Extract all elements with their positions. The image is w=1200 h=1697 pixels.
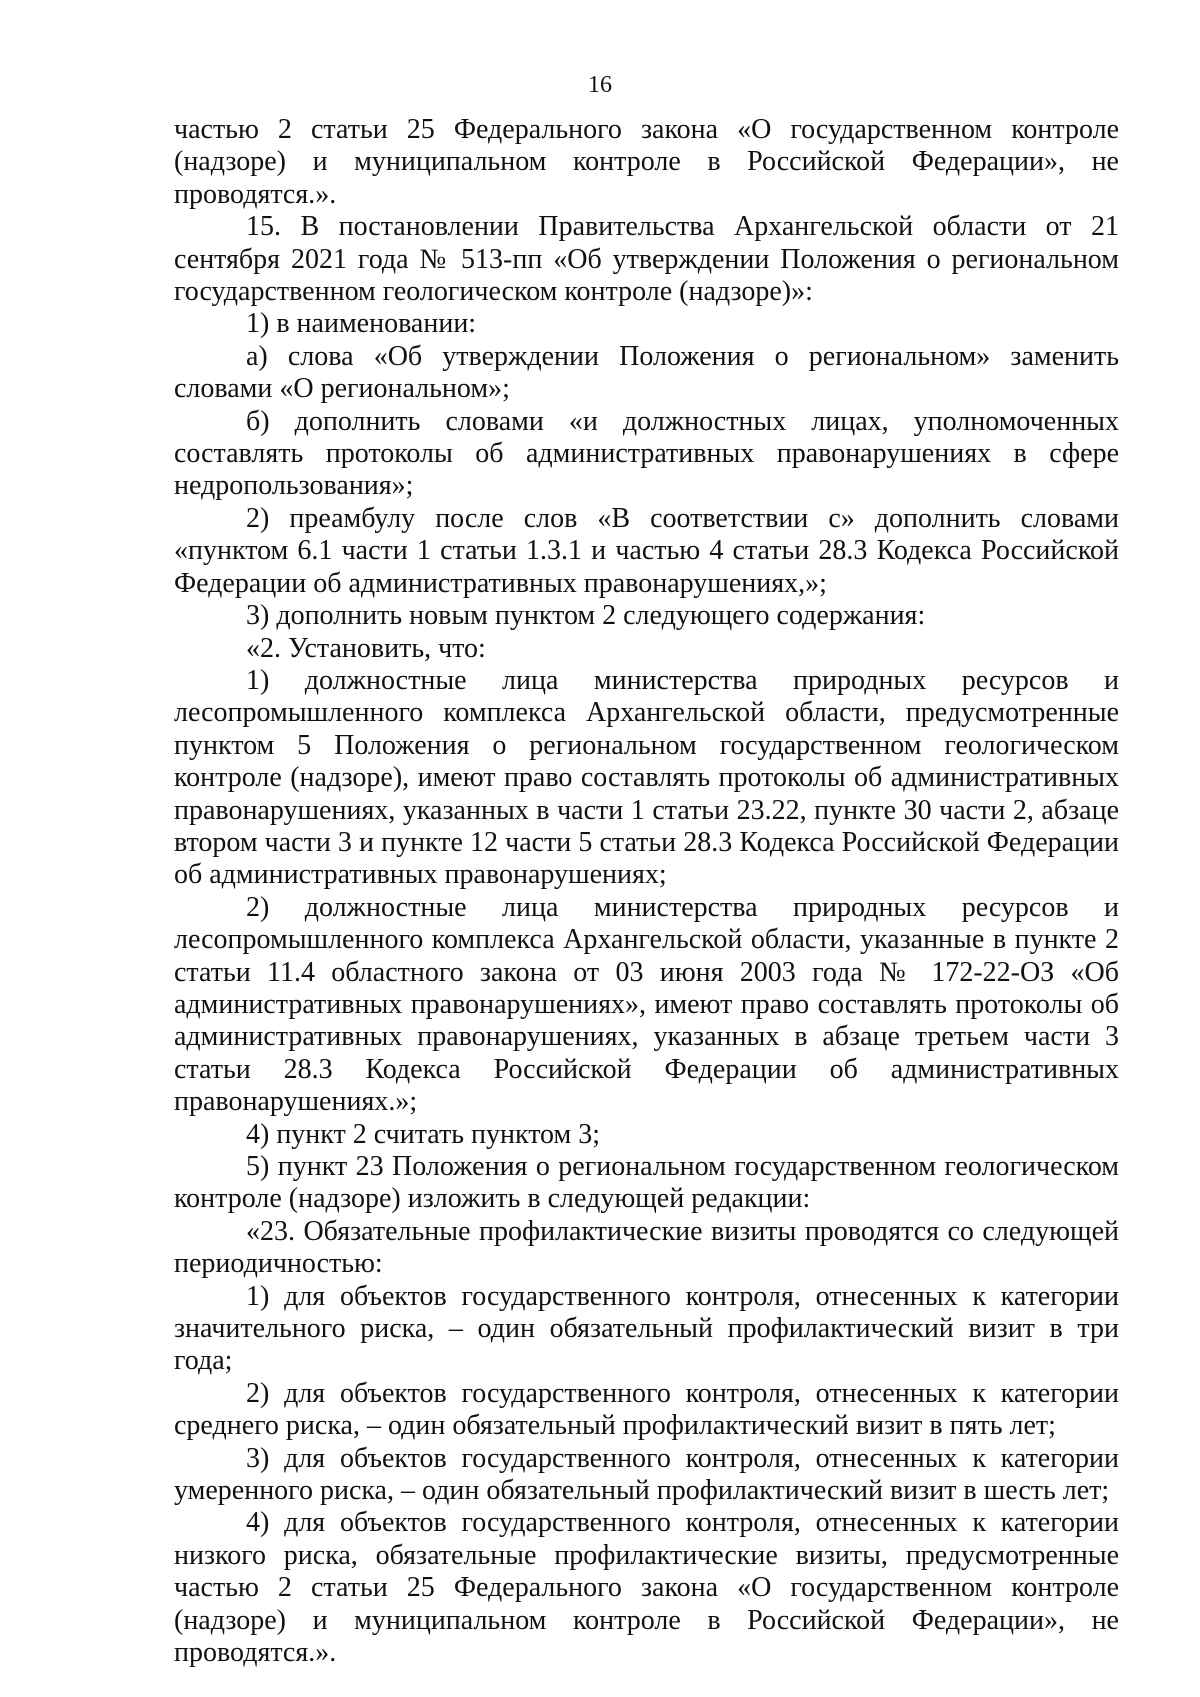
- paragraph-sub-b: б) дополнить словами «и должностных лицах, уполномоченных составлять протоколы об административных правонарушениях в сфере недропользования»;: [174, 405, 1119, 502]
- document-body: [174, 114, 1119, 1670]
- paragraph-sub-4: 4) пункт 2 считать пунктом 3;: [246, 1118, 601, 1150]
- paragraph-quote-23-4: 4) для объектов государственного контроля, отнесенных к категории низкого риска, обязательные профилактические визиты, предусмотренные частью 2 статьи 25 Федерального закона «О государственном контроле (надзоре) и муниципальном контроле в Российской Федерации», не проводятся.».: [174, 1507, 1119, 1669]
- paragraph-item-15: 15. В постановлении Правительства Архангельской области от 21 сентября 2021 года № 513-пп «Об утверждении Положения о региональном государственном геологическом контроле (надзоре)»:: [174, 211, 1119, 308]
- paragraph-sub-5: 5) пункт 23 Положения о региональном государственном геологическом контроле (надзоре) изложить в следующей редакции:: [174, 1151, 1119, 1215]
- paragraph-quote-23-2: 2) для объектов государственного контроля, отнесенных к категории среднего риска, – один обязательный профилактический визит в пять лет;: [174, 1377, 1119, 1442]
- paragraph-sub-1: 1) в наименовании:: [246, 308, 477, 340]
- paragraph-sub-2: 2) преамбулу после слов «В соответствии с» дополнить словами «пунктом 6.1 части 1 статьи 1.3.1 и частью 4 статьи 28.3 Кодекса Российской Федерации об административных правонарушениях,»;: [174, 502, 1119, 599]
- paragraph-continuation: частью 2 статьи 25 Федерального закона «О государственном контроле (надзоре) и муниципальном контроле в Российской Федерации», не проводятся.».: [174, 114, 1119, 210]
- paragraph-quote-23-1: 1) для объектов государственного контроля, отнесенных к категории значительного риска, – один обязательный профилактический визит в три года;: [174, 1280, 1119, 1377]
- paragraph-sub-a: а) слова «Об утверждении Положения о региональном» заменить словами «О региональном»;: [174, 340, 1119, 405]
- paragraph-quote-2-1: 1) должностные лица министерства природных ресурсов и лесопромышленного комплекса Архангельской области, предусмотренные пунктом 5 Положения о региональном государственном геологическом контроле (надзоре), имеют право составлять протоколы об административных правонарушениях, указанных в части 1 статьи 23.22, пункте 30 части 2, абзаце втором части 3 и пункте 12 части 5 статьи 28.3 Кодекса Российской Федерации об административных правонарушениях;: [174, 664, 1119, 891]
- page-number: 16: [588, 72, 612, 98]
- paragraph-quote-2-2: 2) должностные лица министерства природных ресурсов и лесопромышленного комплекса Архангельской области, указанные в пункте 2 статьи 11.4 областного закона от 03 июня 2003 года № 172-22-ОЗ «Об административных правонарушениях», имеют право составлять протоколы об административных правонарушениях, указанных в абзаце третьем части 3 статьи 28.3 Кодекса Российской Федерации об административных правонарушениях.»;: [174, 891, 1119, 1118]
- paragraph-quote-23-3: 3) для объектов государственного контроля, отнесенных к категории умеренного риска, – один обязательный профилактический визит в шесть лет;: [174, 1442, 1119, 1507]
- paragraph-sub-3: 3) дополнить новым пунктом 2 следующего содержания:: [246, 600, 926, 632]
- paragraph-quote-23: «23. Обязательные профилактические визиты проводятся со следующей периодичностью:: [174, 1215, 1119, 1280]
- paragraph-quote-2: «2. Установить, что:: [246, 632, 486, 664]
